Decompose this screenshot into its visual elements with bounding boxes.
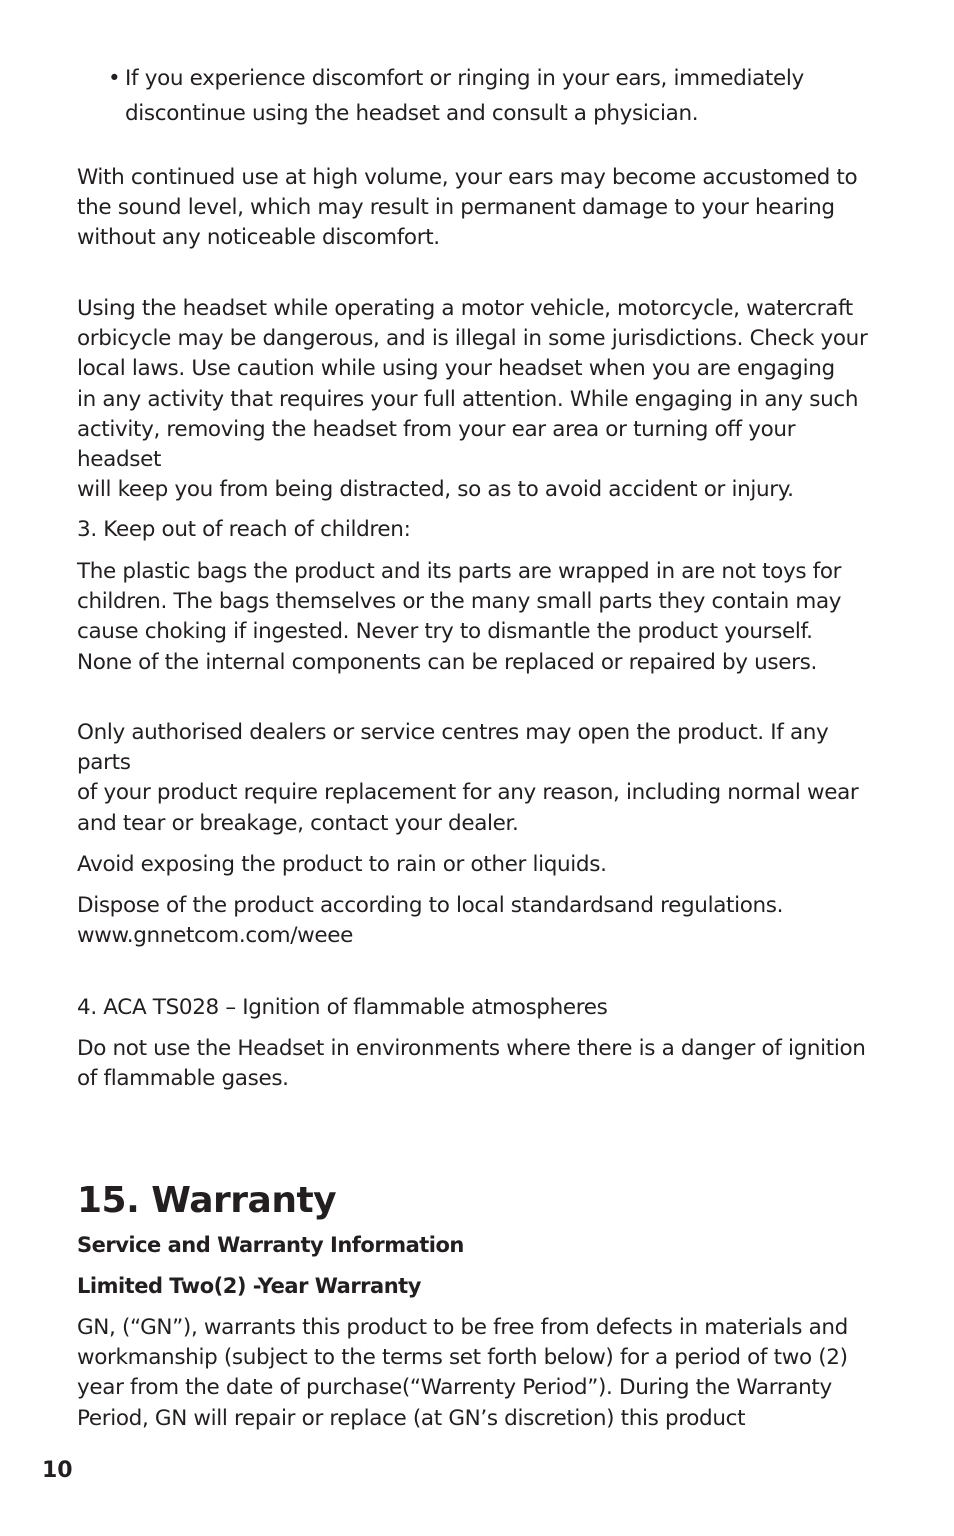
paragraph-warranty: GN, (“GN”), warrants this product to be free from defects in materials and workmanship (subject to the terms set forth below) for a period of two (2) year from the date of purchase(“Warrenty Period”). During the Warranty Period, GN will repair or replace (at GN’s discretion) this product bbox=[77, 1315, 848, 1431]
section-title: 15. Warranty bbox=[77, 1180, 337, 1221]
paragraph-motor-vehicle: Using the headset while operating a motor vehicle, motorcycle, watercraft orbicycle may be dangerous, and is illegal in some jurisdictions. Check your local laws. Use caution while using your headset when you are engaging in any activity that requires your full attention. While engaging in any such activity, removing the headset from your ear area or turning off your headset will keep you from being distracted, so as to avoid accident or injury. bbox=[77, 296, 868, 503]
paragraph-dispose: Dispose of the product according to local standardsand regulations. www.gnnetcom.com/weee bbox=[77, 893, 784, 949]
bullet-icon: • bbox=[108, 66, 121, 91]
children-heading: 3. Keep out of reach of children: bbox=[77, 517, 411, 542]
bullet-text: If you experience discomfort or ringing in your ears, immediately discontinue using the headset and consult a physician. bbox=[125, 66, 804, 126]
paragraph-plastic-bags: The plastic bags the product and its parts are wrapped in are not toys for children. The bags themselves or the many small parts they contain may cause choking if ingested. Never try to dismantle the product yourself. None of the internal components can be replaced or repaired by users. bbox=[77, 559, 842, 675]
aca-heading: 4. ACA TS028 – Ignition of flammable atmospheres bbox=[77, 995, 608, 1020]
page-number: 10 bbox=[42, 1458, 73, 1483]
subheading-limited-warranty: Limited Two(2) -Year Warranty bbox=[77, 1274, 421, 1298]
paragraph-high-volume: With continued use at high volume, your ears may become accustomed to the sound level, which may result in permanent damage to your hearing without any noticeable discomfort. bbox=[77, 165, 858, 251]
paragraph-rain: Avoid exposing the product to rain or other liquids. bbox=[77, 852, 607, 877]
paragraph-flammable: Do not use the Headset in environments where there is a danger of ignition of flammable gases. bbox=[77, 1036, 866, 1092]
paragraph-authorised-dealers: Only authorised dealers or service centres may open the product. If any parts of your product require replacement for any reason, including normal wear and tear or breakage, contact your dealer. bbox=[77, 720, 859, 836]
subheading-service: Service and Warranty Information bbox=[77, 1233, 464, 1257]
